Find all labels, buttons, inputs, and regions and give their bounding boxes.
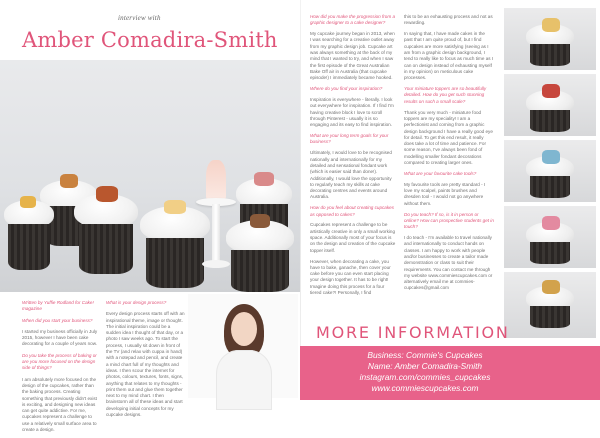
instagram-link[interactable]: instagram.com/commies_cupcakes bbox=[359, 372, 491, 382]
cupcake-thumbnail bbox=[504, 206, 596, 268]
answer: My favourite tools are pretty standard - I love my scalpel, paints brushes and dresden tool - I would not go anywhere without them. bbox=[404, 181, 486, 206]
answer: I do teach - I'm available to travel nationally and internationally to conduct hands on classes. I am happy to work with people and/or businesses to create a tailor made demonstration or class to suit their requirements. You can contact me through my website www.commiescupcakes.com or alternatively email me at commies-cupcakes@gmail.com bbox=[404, 235, 493, 291]
cupcake-thumbnail bbox=[504, 272, 596, 338]
owner-name: Name: Amber Comadira-Smith bbox=[367, 361, 483, 371]
question: What is your design process? bbox=[106, 300, 167, 305]
answer: Thank you very much - miniature food toppers are my speciality! I am a perfectionist and coming from a graphic design background I have a really good eye for detail. To get this end result, it really does take a lot of time and patience. For some reason, I've always been fond of modelling smaller fondant decorations compared to creating larger ones. bbox=[404, 109, 493, 166]
answer: this to be an exhausting process and not as rewarding. bbox=[404, 14, 493, 26]
cupcake bbox=[226, 220, 294, 292]
contact-info bbox=[330, 350, 520, 394]
article-title: Amber Comadira-Smith bbox=[22, 28, 278, 52]
answer: Every design process starts off with an inspirational theme, image or thought. The initial inspiration could be a sudden idea I thought of that day, or a photo I saw weeks ago. To start the process, I usually sit down in front of the TV (and relax with cuppa in hand) with a notepad and pencil, and create a mind chart full of my thoughts and ideas. I then scour the internet for photos, colours, textures, fonts, signs, anything that relates to my thoughts - print them out and glue them together next to my mind chart. I then brainstorm all of these ideas and start developing initial concepts for my cupcake designs. bbox=[106, 311, 185, 418]
business-name: Business: Commie's Cupcakes bbox=[367, 350, 483, 360]
cupcake bbox=[4, 200, 54, 270]
question: What are your long term goals for your business? bbox=[310, 133, 389, 145]
right-column-2 bbox=[404, 14, 494, 296]
question: How did you make the progression from a graphic designer to a cake designer? bbox=[310, 14, 396, 26]
more-information-heading: MORE INFORMATION bbox=[316, 323, 510, 342]
cupcake bbox=[74, 194, 138, 274]
question: Do you teach? If so, is it in person or online? How can prospective students get in touch? bbox=[404, 211, 494, 230]
answer: My cupcake journey began in 2013, when I was searching for a creative outlet away from my graphic design job. Cupcake art was always something at the back of my mind that I wanted to try, and when I saw the first episode of the Great Australian Bake Off air in Australia (that cupcake episode!) I immediately became hooked. bbox=[310, 31, 395, 81]
question: When did you start your business? bbox=[22, 317, 93, 323]
byline: Written by Yuffie Rodland for Cake! magazine bbox=[22, 300, 94, 312]
cupcake-thumbnail bbox=[504, 8, 596, 70]
question: Do you take the process of baking or are you more focused on the design side of things? bbox=[22, 352, 97, 371]
designer-portrait bbox=[188, 294, 298, 398]
answer: I started my business officially in July 2015, however I have been cake decorating for a couple of years now. bbox=[22, 328, 98, 347]
answer: Cupcakes represent a challenge to be artistically creative in only a small working space. Additionally most of your focus is on the design and creation of the cupcake topper itself. bbox=[310, 222, 396, 253]
answer: However, when decorating a cake, you have to bake, ganache, then cover your cake before you can even start placing your design together. It has to be right! Imagine doing this process for a four tiered cake?! Personally, I find bbox=[310, 258, 391, 296]
interview-kicker: interview with bbox=[118, 14, 161, 22]
question: Where do you find your inspiration? bbox=[310, 86, 383, 92]
left-column-b bbox=[106, 300, 186, 423]
answer: Ultimately, I would love to be recognised nationally and internationally for my detailed and sensational fondant work (which is easier said than done!). Additionally, I would love the opportunity to regularly teach my skills at cake decorating centres and events around Australia. bbox=[310, 150, 392, 200]
left-column-a bbox=[22, 300, 98, 438]
question: Your miniature toppers are so beautifully detailed. How do you get such stunning results on such a small scale? bbox=[404, 86, 487, 104]
question: How do you feel about creating cupcakes as opposed to cakes? bbox=[310, 205, 395, 217]
website-link[interactable]: www.commiescupcakes.com bbox=[371, 383, 479, 393]
hero-cupcakes-photo bbox=[0, 60, 300, 292]
page-fold bbox=[300, 0, 301, 400]
question: What are your favourite cake tools? bbox=[404, 170, 477, 176]
right-column-1 bbox=[310, 14, 396, 301]
cupcake-thumbnail bbox=[504, 140, 596, 202]
answer: Inspiration is everywhere - literally. I look out everywhere for inspiration. If I find I'm having creative block I love to scroll through Pinterest - usually it is so engaging and its easy to find inspiration. bbox=[310, 97, 394, 128]
answer: I am absolutely more focused on the design of the cupcakes, rather than the baking process. Creating something that previously didn't exist is exciting, and designing new ideas can get quite addictive. For me, cupcakes represent a challenge to use a relatively small surface area to create a design. bbox=[22, 376, 97, 433]
cupcake-thumbnail bbox=[504, 74, 596, 136]
answer: In saying that, I have made cakes in the past that I am quite proud of, but I find cupcakes are more satisfying (seeing as I am from a graphic design background, I tend to really like to focus as much time as I can on design instead of exhausting myself in my opinion) on meticulous cake processes. bbox=[404, 31, 494, 81]
